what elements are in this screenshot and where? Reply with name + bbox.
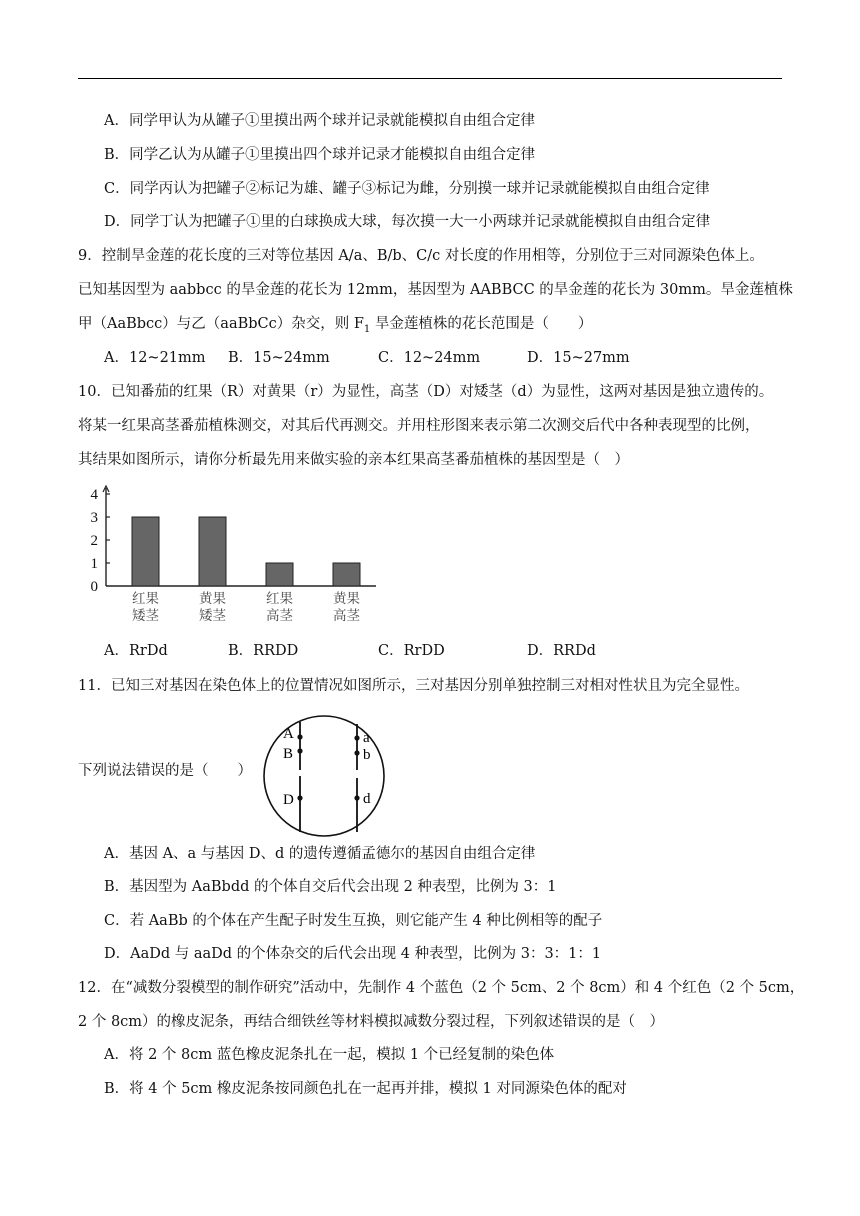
y-tick-label: 0 xyxy=(90,579,98,595)
category-label: 红果 xyxy=(132,591,159,607)
q10-option-c: C．RrDD xyxy=(378,643,445,659)
bar-chart xyxy=(84,484,384,630)
chromosome-diagram xyxy=(260,714,386,838)
category-label: 高茎 xyxy=(266,608,293,624)
y-tick-label: 2 xyxy=(90,533,98,549)
label-A: A xyxy=(283,726,294,742)
header-rule xyxy=(78,78,782,79)
q11-stem-line2: 下列说法错误的是（ ） xyxy=(78,763,252,779)
q9-option-d: D．15~27mm xyxy=(527,350,630,366)
category-label: 矮茎 xyxy=(132,608,159,624)
locus-a-dot xyxy=(354,735,359,740)
q11-option-d: D．AaDd 与 aaDd 的个体杂交的后代会出现 4 种表型，比例为 3：3：1：1 xyxy=(104,946,602,962)
locus-A-dot xyxy=(297,734,302,739)
q10-option-b: B．RRDD xyxy=(228,643,299,659)
q11-stem-line1: 11．已知三对基因在染色体上的位置情况如图所示，三对基因分别单独控制三对相对性状且为完全显性。 xyxy=(78,678,749,694)
q8-option-c: C．同学丙认为把罐子②标记为雄、罐子③标记为雌，分别摸一球并记录就能模拟自由组合定律 xyxy=(104,181,710,197)
q10-option-a: A．RrDd xyxy=(104,643,168,659)
y-tick-label: 4 xyxy=(90,487,98,503)
q9-stem-line1: 9．控制旱金莲的花长度的三对等位基因 A/a、B/b、C/c 对长度的作用相等，分别位于三对同源染色体上。 xyxy=(78,248,764,264)
label-a: a xyxy=(363,730,370,746)
q8-option-a: A．同学甲认为从罐子①里摸出两个球并记录就能模拟自由组合定律 xyxy=(104,113,535,129)
q9-stem-line3 xyxy=(78,314,592,340)
label-b: b xyxy=(363,747,371,763)
q12-option-a: A．将 2 个 8cm 蓝色橡皮泥条扎在一起，模拟 1 个已经复制的染色体 xyxy=(104,1047,555,1063)
locus-b-dot xyxy=(354,750,359,755)
y-tick-label: 1 xyxy=(90,556,98,572)
category-label: 黄果 xyxy=(199,591,226,607)
q11-option-a: A．基因 A、a 与基因 D、d 的遗传遵循孟德尔的基因自由组合定律 xyxy=(104,846,536,862)
q8-option-b: B．同学乙认为从罐子①里摸出四个球并记录才能模拟自由组合定律 xyxy=(104,147,536,163)
q12-option-b: B．将 4 个 5cm 橡皮泥条按同颜色扎在一起再并排，模拟 1 对同源染色体的配对 xyxy=(104,1081,627,1097)
q9-option-b: B．15~24mm xyxy=(228,350,330,366)
label-D: D xyxy=(283,792,294,808)
locus-B-dot xyxy=(297,748,302,753)
category-label: 矮茎 xyxy=(199,608,226,624)
locus-d-dot xyxy=(354,795,359,800)
q8-option-d: D．同学丁认为把罐子①里的白球换成大球，每次摸一大一小两球并记录就能模拟自由组合定律 xyxy=(104,214,711,230)
bar xyxy=(132,517,159,586)
q11-option-c: C．若 AaBb 的个体在产生配子时发生互换，则它能产生 4 种比例相等的配子 xyxy=(104,913,603,929)
q10-stem-line2: 将某一红果高茎番茄植株测交，对其后代再测交。并用柱形图来表示第二次测交后代中各种表现型的比例， xyxy=(78,418,760,434)
q9-option-c: C．12~24mm xyxy=(378,350,481,366)
q12-stem-line2: 2 个 8cm）的橡皮泥条，再结合细铁丝等材料模拟减数分裂过程，下列叙述错误的是（ ） xyxy=(78,1014,665,1030)
category-label: 红果 xyxy=(266,591,293,607)
label-d: d xyxy=(363,791,371,807)
bar xyxy=(266,563,293,586)
q9-option-a: A．12~21mm xyxy=(104,350,206,366)
q10-options xyxy=(104,641,704,661)
category-label: 黄果 xyxy=(333,591,360,607)
label-B: B xyxy=(283,746,294,762)
q10-stem-line1: 10．已知番茄的红果（R）对黄果（r）为显性，高茎（D）对矮茎（d）为显性，这两对基因是独立遗传的。 xyxy=(78,384,774,400)
locus-D-dot xyxy=(297,795,302,800)
bar xyxy=(199,517,226,586)
y-tick-label: 3 xyxy=(90,510,98,526)
category-label: 高茎 xyxy=(333,608,360,624)
q11-option-b: B．基因型为 AaBbdd 的个体自交后代会出现 2 种表型，比例为 3：1 xyxy=(104,879,557,895)
bar xyxy=(333,563,360,586)
q9-options xyxy=(104,348,704,368)
q12-stem-line1: 12．在“减数分裂模型的制作研究”活动中，先制作 4 个蓝色（2 个 5cm、2 个 8cm）和 4 个红色（2 个 5cm， xyxy=(78,980,805,996)
q10-option-d: D．RRDd xyxy=(527,643,596,659)
q10-stem-line3: 其结果如图所示，请你分析最先用来做实验的亲本红果高茎番茄植株的基因型是（ ） xyxy=(78,452,629,468)
q9-stem-line3-a: 甲（AaBbcc）与乙（aaBbCc）杂交，则 F xyxy=(78,316,364,332)
q9-stem-line2: 已知基因型为 aabbcc 的旱金莲的花长为 12mm，基因型为 AABBCC 的旱金莲的花长为 30mm。旱金莲植株 xyxy=(78,282,793,298)
q9-f1-subscript: 1 xyxy=(363,323,371,335)
q9-stem-line3-b: 旱金莲植株的花长范围是（ ） xyxy=(370,316,593,332)
